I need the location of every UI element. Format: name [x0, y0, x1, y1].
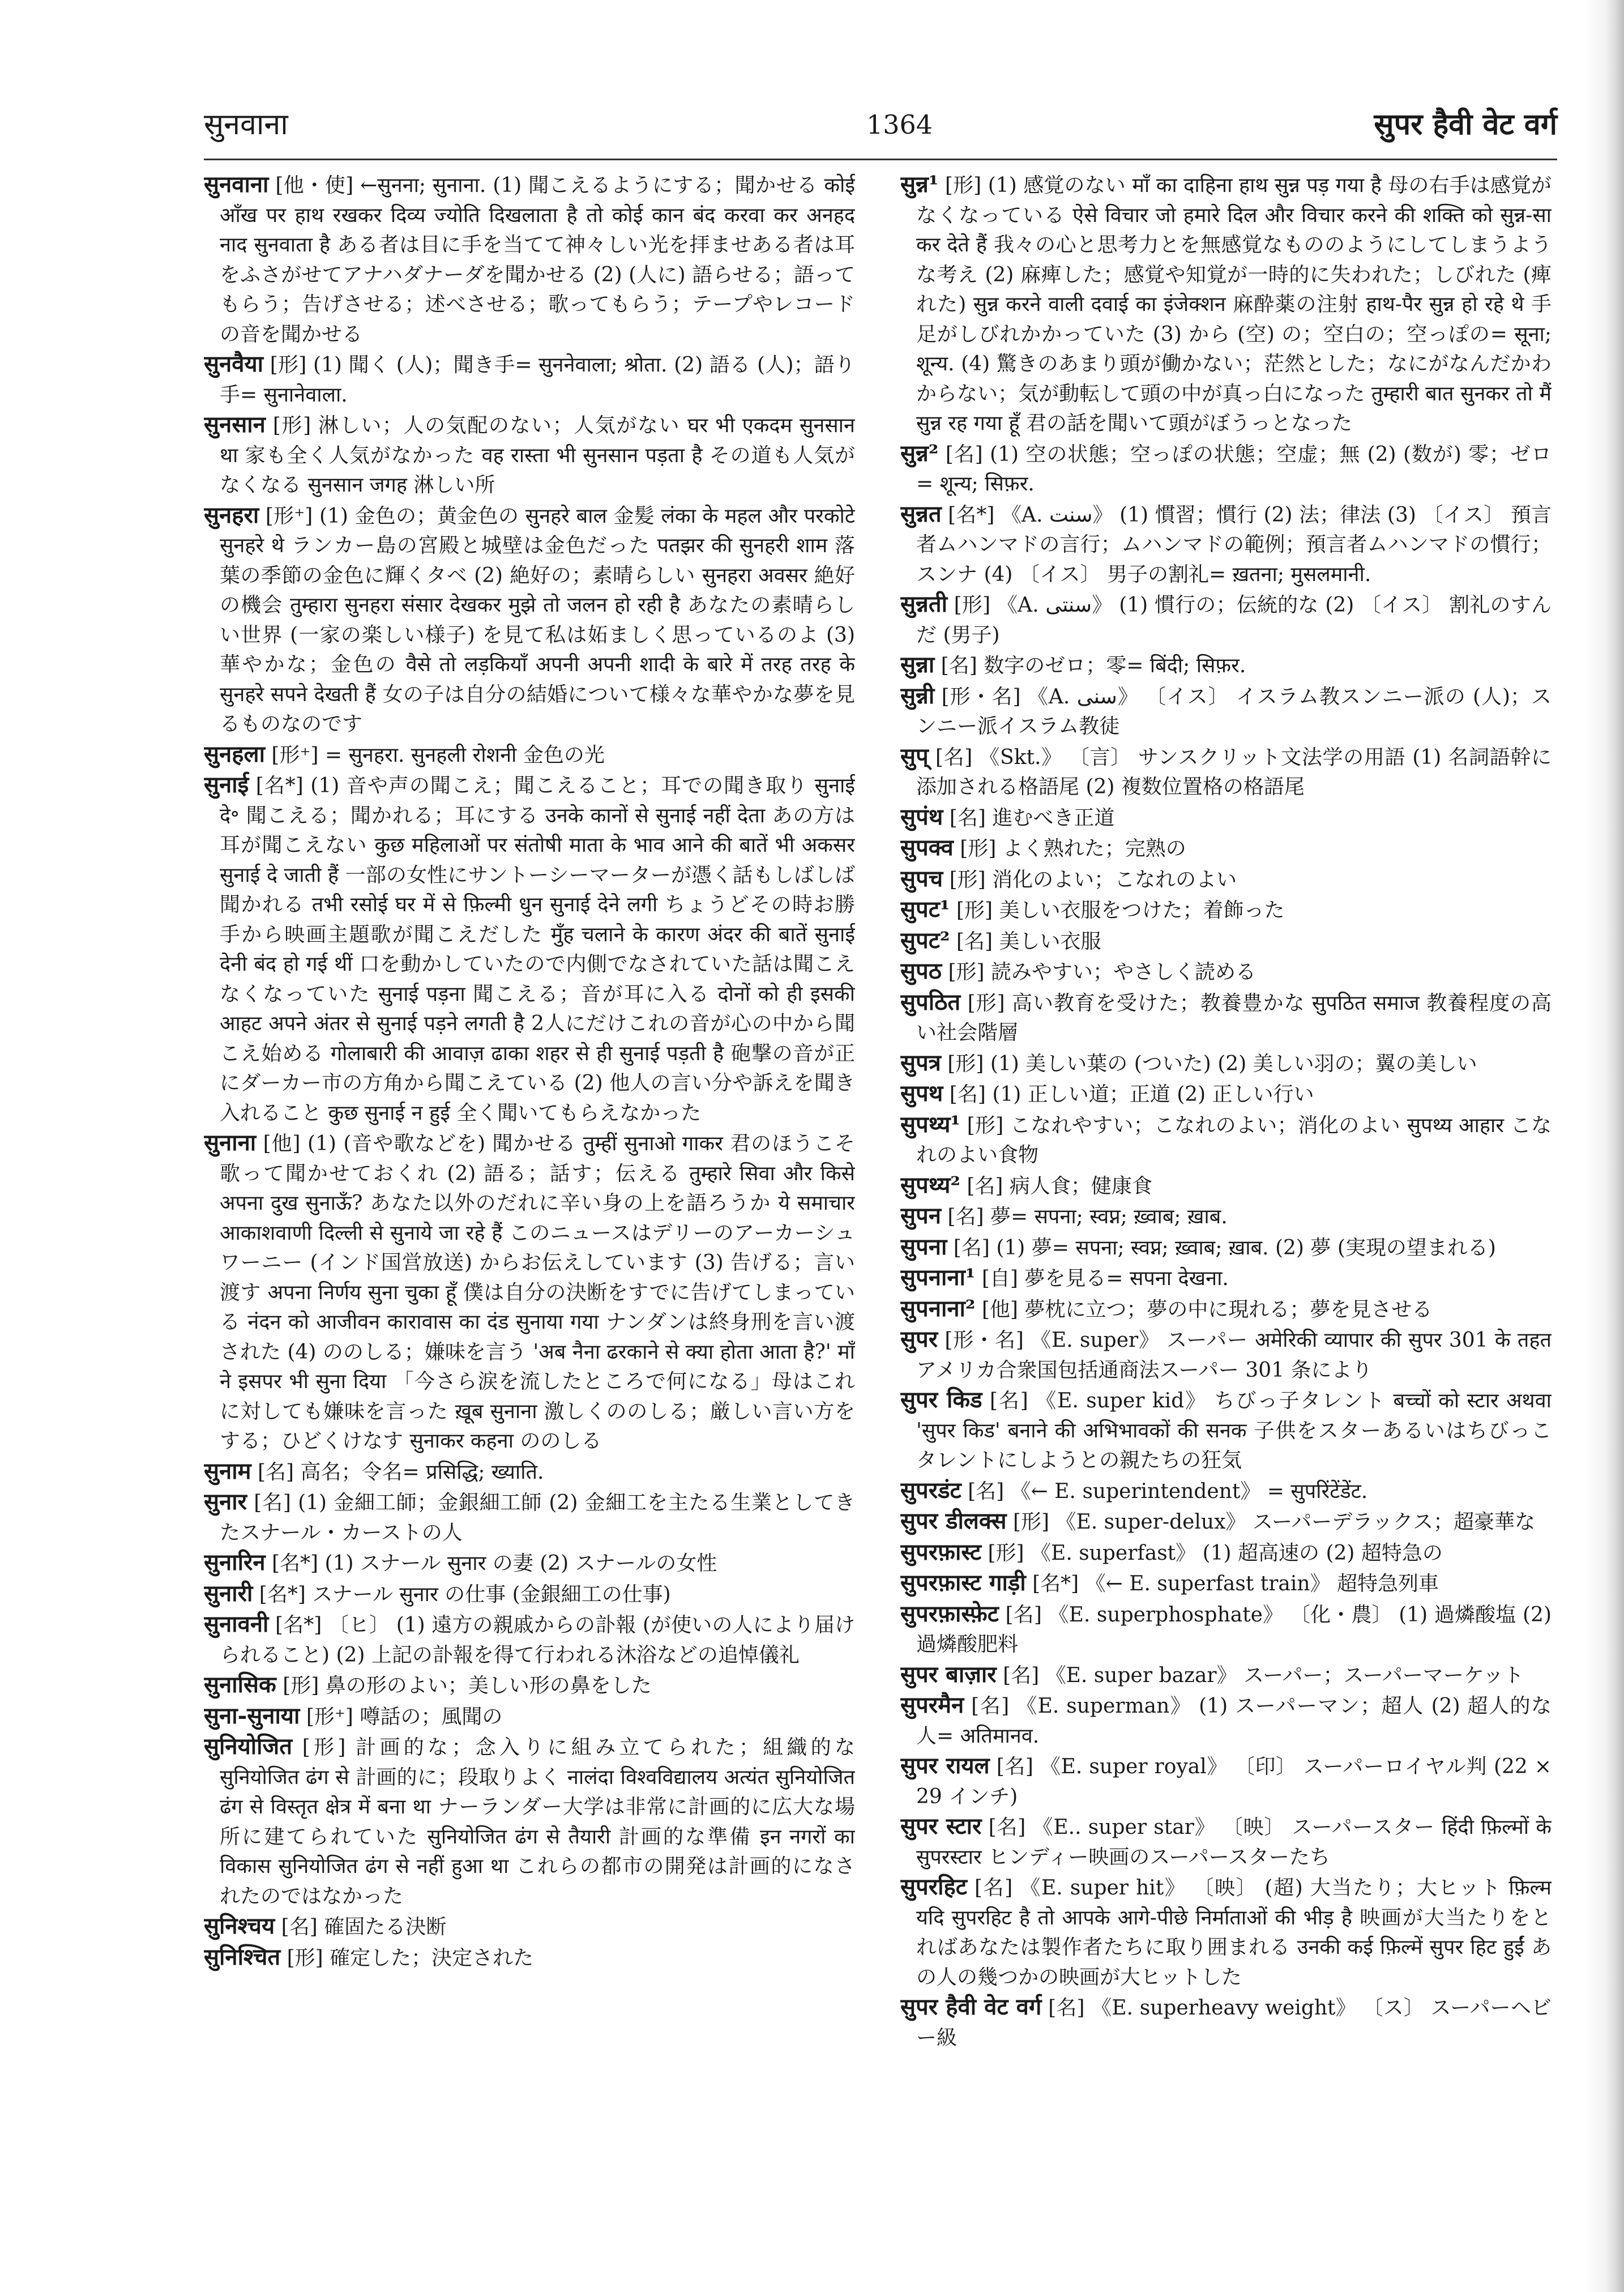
entry-headword: सुनाना [204, 1129, 257, 1156]
entry-definition: [形] 《E. super-delux》 スーパーデラックス；超豪華な [1012, 1510, 1536, 1534]
dictionary-entry [900, 957, 1552, 988]
entry-definition: [名] 確固たる決断 [281, 1915, 447, 1939]
entry-headword: सुपट² [900, 927, 950, 954]
entry-definition: [名] 高名；令名= प्रसिद्धि; ख्याति. [257, 1460, 544, 1484]
entry-definition: [名] (1) 空の状態；空っぽの状態；空虚；無 (2) (数が) 零；ゼロ= शून्य; सिफ़र. [916, 442, 1552, 496]
entry-definition: [形] (1) 聞く (人)；聞き手= सुननेवाला; श्रोता. (2) 語る (人)；語り手= सुनानेवाला. [220, 353, 855, 407]
entry-headword: सुन्नी [900, 682, 935, 709]
dictionary-entry [900, 1325, 1552, 1385]
dictionary-entry [900, 1201, 1552, 1232]
dictionary-entry [900, 681, 1552, 742]
dictionary-entry [204, 1128, 855, 1457]
entry-definition: [名*] 〔ヒ〕 (1) 遠方の親戚からの訃報 (が使いの人により届けられること) (2) 上記の訃報を得て行われる沐浴などの追悼儀礼 [220, 1614, 855, 1667]
dictionary-entry [900, 1294, 1552, 1325]
entry-definition: [他] (1) (音や歌などを) 聞かせる तुम्हीं सुनाओ गाकर 君のほうこそ歌って聞かせておくれ (2) 語る；話す；伝える तुम्हारे सिवा और किसे अपना दुख सुनाऊँ? あなた以外のだれに辛い身の上を語ろうか ये समाचार आकाशवाणी दिल्ली से सुनाये जा रहे हैं このニュースはデリーのアーカーシュワーニー (インド国営放送) からお伝えしています (3) 告げる；言い渡す अपना निर्णय सुना चुका हूँ 僕は自分の決断をすでに告げてしまっている नंदन को आजीवन कारावास का दंड सुनाया गया ナンダンは終身刑を言い渡された (4) ののしる；嫌味を言う 'अब नैना ढरकाने से क्या होता आता है?' माँ ने इसपर भी सुना दिया 「今さら涙を流したところで何になる」母はこれに対しても嫌味を言った ख़ूब सुनाना 激しくののしる；厳しい言い方をする；ひどくけなす सुनाकर कहना ののしる [220, 1132, 855, 1453]
entry-definition: [形] 美しい衣服をつけた；着飾った [956, 899, 1285, 922]
dictionary-entry [204, 410, 855, 501]
entry-definition: [形] 《A. سنتی》 (1) 慣行の；伝統的な (2) 〔イス〕 割礼のすんだ (男子) [916, 594, 1552, 647]
dictionary-entry [900, 895, 1552, 926]
entry-definition: [名] 夢= सपना; स्वप्न; ख़्वाब; ख़ाब. [947, 1205, 1228, 1228]
entry-headword: सुपर रायल [900, 1752, 990, 1779]
dictionary-entry [204, 1579, 855, 1610]
entry-definition: [名*] 《← E. superfast train》 超特急列車 [1032, 1572, 1439, 1595]
entry-headword: सुपट¹ [900, 896, 950, 923]
entry-definition: [形] 計画的な；念入りに組み立てられた；組織的な सुनियोजित ढंग से 計画的に；段取りよく नालंदा विश्वविद्यालय अत्यंत सुनियोजित ढंग से विस्तृत क्षेत्र में बना था ナーランダー大学は非常に計画的に広大な場所に建てられていた सुनियोजित ढंग से तैयारी 計画的な準備 इन नगरों का विकास सुनियोजित ढंग से नहीं हुआ था これらの都市の開発は計画的になされたのではなかった [220, 1736, 855, 1908]
entry-headword: सुपथ [900, 1080, 943, 1107]
dictionary-entry [900, 1171, 1552, 1202]
entry-definition: [名] 《E. super bazar》 スーパー；スーパーマーケット [1003, 1663, 1524, 1687]
entry-headword: सुपथ्य¹ [900, 1111, 960, 1138]
entry-headword: सुपन [900, 1202, 941, 1229]
entry-headword: सुनहला [204, 740, 265, 767]
entry-headword: सुपनाना¹ [900, 1264, 976, 1291]
entry-headword: सुपर किड [900, 1386, 982, 1413]
dictionary-entry [900, 1992, 1552, 2053]
entry-definition: [形] 高い教育を受けた；教養豊かな सुपठित समाज 教養程度の高い社会階層 [916, 991, 1552, 1044]
entry-headword: सुन्नती [900, 591, 947, 617]
entry-headword: सुन्न² [900, 439, 939, 467]
entry-headword: सुपठ [900, 958, 942, 984]
dictionary-entry [204, 1943, 855, 1974]
page-number: 1364 [866, 109, 933, 140]
entry-definition: [名*] 《A. سنت》 (1) 慣習；慣行 (2) 法；律法 (3) 〔イス〕 預言者ムハンマドの言行；ムハンマドの範例；預言者ムハンマドの慣行；スンナ (4) 〔イス〕 男子の割礼= ख़तना; मुसलमानी. [916, 503, 1552, 586]
dictionary-entry [204, 770, 855, 1128]
entry-definition: [形] 確定した；決定された [287, 1946, 534, 1970]
dictionary-entry [204, 501, 855, 740]
entry-headword: सुपरफ़ास्फ़ेट [900, 1600, 999, 1627]
dictionary-entry [900, 1812, 1552, 1872]
dictionary-entry [204, 740, 855, 771]
entry-headword: सुपरमैन [900, 1692, 964, 1718]
entry-headword: सुपर बाज़ार [900, 1661, 997, 1688]
entry-headword: सुपरहिट [900, 1873, 967, 1900]
dictionary-entry [900, 1110, 1552, 1171]
dictionary-entry [900, 1660, 1552, 1691]
entry-headword: सुप् [900, 742, 929, 770]
dictionary-entry [204, 1670, 855, 1701]
entry-definition: [形] (1) 美しい葉の (ついた) (2) 美しい羽の；翼の美しい [947, 1052, 1477, 1075]
entry-definition: [形⁺] (1) 金色の；黄金色の सुनहरे बाल 金髪 लंका के महल और परकोटे सुनहरे थे ランカー島の宮殿と城壁は金色だった पतझर की सुनहरी शाम 落葉の季節の金色に輝くタベ (2) 絶好の；素晴らしい सुनहरा अवसर 絶好の機会 तुम्हारा सुनहरा संसार देखकर मुझे तो जलन हो रही है あなたの素晴らしい世界 (一家の楽しい様子) を見て私は妬ましく思っているのよ (3) 華やかな；金色の वैसे तो लड़कियाँ अपनी अपनी शादी के बारे में तरह तरह के सुनहरे सपने देखती हैं 女の子は自分の結婚について様々な華やかな夢を見るものなのです [220, 504, 855, 736]
entry-headword: सुनारिन [204, 1549, 266, 1576]
dictionary-entry [900, 742, 1552, 803]
entry-definition: [名] 《E. superman》 (1) スーパーマン；超人 (2) 超人的な人= अतिमानव. [916, 1695, 1552, 1748]
dictionary-entry [204, 1548, 855, 1579]
dictionary-entry [900, 170, 1552, 439]
entry-definition: [形] 鼻の形のよい；美しい形の鼻をした [283, 1674, 652, 1697]
entry-headword: सुन्नत [900, 500, 942, 527]
entry-definition: [形] 淋しい；人の気配のない；人気がない घर भी एकदम सुनसान था 家も全く人気がなかった वह रास्ता भी सुनसान पड़ता है その道も人気がなくなる सुनसान जगह 淋しい所 [220, 414, 855, 497]
header-last-entry: सुपर हैवी वेट वर्ग [1374, 107, 1557, 142]
entry-definition: [他・使] ←सुनना; सुनाना. (1) 聞こえるようにする；聞かせる कोई आँख पर हाथ रखकर दिव्य ज्योति दिखलाता है तो कोई कान बंद करवा कर अनहद नाद सुनवाता है ある者は目に手を当てて神々しい光を拝ませある者は耳をふさがせてアナハダナーダを聞かせる (2) (人に) 語らせる；語ってもらう；告げさせる；述べさせる；歌ってもらう；テープやレコードの音を聞かせる [220, 174, 855, 346]
header-rule [204, 159, 1557, 160]
entry-headword: सुनिश्चित [204, 1943, 281, 1970]
entry-definition: [名] 進むべき正道 [949, 806, 1115, 830]
dictionary-entry [900, 1079, 1552, 1110]
page-header [204, 102, 1557, 164]
dictionary-entry [900, 1048, 1552, 1079]
entry-headword: सुनवैया [204, 351, 264, 377]
entry-headword: सुपर डीलक्स [900, 1508, 1007, 1534]
entry-headword: सुपरडंट [900, 1476, 961, 1504]
entry-headword: सुपत्र [900, 1049, 941, 1076]
dictionary-entry [204, 1487, 855, 1548]
entry-headword: सुना-सुनाया [204, 1702, 300, 1729]
entry-headword: सुपरफ़ास्ट गाड़ी [900, 1569, 1026, 1596]
entry-definition: [名] 病人食；健康食 [967, 1174, 1152, 1198]
entry-definition: [形・名] 《A. سنی》 〔イス〕 イスラム教スンニー派の (人)；スンニー派イスラム教徒 [916, 685, 1552, 738]
dictionary-entry [900, 1232, 1552, 1264]
entry-headword: सुनार [204, 1488, 247, 1515]
entry-definition: [形] 《E. superfast》 (1) 超高速の (2) 超特急の [988, 1541, 1443, 1565]
entry-definition: [形・名] 《E. super》 スーパー अमेरिकी व्यापार की सुपर 301 के तहत アメリカ合衆国包括通商法スーパー 301 条により [916, 1329, 1552, 1382]
entry-definition: [名] 《E. super royal》 〔印〕 スーパーロイヤル判 (22 × 29 インチ) [916, 1755, 1552, 1808]
entry-definition: [自] 夢を見る= सपना देखना. [981, 1267, 1229, 1290]
entry-headword: सुनियोजित [204, 1733, 292, 1760]
entry-headword: सुनवाना [204, 171, 269, 198]
entry-definition: [形] (1) 感覚のない माँ का दाहिना हाथ सुन्न पड़ गया है 母の右手は感覚がなくなっている ऐसे विचार जो हमारे दिल और विचार करने की शक्ति को सुन्न-सा कर देते हैं 我々の心と思考力とを無感覚なもののようにしてしまうような考え (2) 麻痺した；感覚や知覚が一時的に失われた；しびれた (痺れた) सुन्न करने वाली दवाई का इंजेक्शन 麻酔薬の注射 हाथ-पैर सुन्न हो रहे थे 手足がしびれかかっていた (3) から (空) の；空白の；空っぽの= सूना; शून्य. (4) 驚きのあまり頭が働かない；茫然とした；なにがなんだかわからない；気が動転して頭の中が真っ白になった तुम्हारी बात सुनकर तो मैं सुन्न रह गया हूँ 君の話を聞いて頭がぼうっとなった [916, 174, 1552, 435]
entry-definition: [名] 数字のゼロ；零= बिंदी; सिफ़र. [941, 654, 1246, 677]
entry-headword: सुपनाना² [900, 1295, 976, 1322]
dictionary-entry [900, 1599, 1552, 1660]
entry-headword: सुपर हैवी वेट वर्ग [900, 1994, 1042, 2020]
dictionary-entry [204, 1701, 855, 1732]
scan-edge-shadow [1584, 0, 1624, 2292]
entry-definition: [名] 《← E. superintendent》 = सुपरिंटेंडेंट. [968, 1479, 1368, 1503]
entry-headword: सुन्न¹ [900, 171, 939, 198]
dictionary-entry [900, 1751, 1552, 1812]
entry-headword: सुनिश्चय [204, 1913, 275, 1939]
dictionary-entry [900, 650, 1552, 681]
dictionary-entry [900, 500, 1552, 590]
entry-headword: सुनहरा [204, 501, 259, 528]
dictionary-entry [204, 349, 855, 410]
entry-definition: [形] こなれやすい；こなれのよい；消化のよい सुपथ्य आहार こなれのよい食物 [916, 1113, 1552, 1167]
entry-headword: सुपच [900, 865, 943, 892]
entry-headword: सुनाम [204, 1457, 251, 1484]
entry-headword: सुपर स्टार [900, 1813, 982, 1839]
entry-definition: [名*] (1) スナール सुनार の妻 (2) スナールの女性 [271, 1552, 717, 1575]
entry-definition: [名] 《Skt.》 〔言〕 サンスクリット文法学の用語 (1) 名詞語幹に添加される格語尾 (2) 複数位置格の格語尾 [916, 745, 1552, 799]
entry-definition: [他] 夢枕に立つ；夢の中に現れる；夢を見させる [981, 1297, 1433, 1321]
entry-headword: सुनसान [204, 411, 266, 438]
entry-definition: [名] 美しい衣服 [956, 929, 1101, 953]
entry-headword: सुन्ना [900, 651, 935, 678]
entry-definition: [形] 読みやすい；やさしく読める [948, 961, 1256, 984]
dictionary-entry [204, 1610, 855, 1670]
dictionary-entry [900, 803, 1552, 834]
entry-definition: [名] (1) 正しい道；正道 (2) 正しい行い [949, 1083, 1314, 1106]
dictionary-entry [900, 1568, 1552, 1599]
entry-headword: सुपरफ़ास्ट [900, 1538, 982, 1565]
dictionary-entry [900, 1872, 1552, 1992]
dictionary-entry [900, 439, 1552, 500]
dictionary-entry [204, 1457, 855, 1488]
dictionary-entry [900, 1263, 1552, 1294]
entry-definition: [形⁺] 噂話の；風聞の [306, 1705, 503, 1728]
entry-definition: [名*] スナール सुनार の仕事 (金銀細工の仕事) [259, 1582, 671, 1606]
dictionary-entry [204, 1911, 855, 1943]
dictionary-entry [204, 1732, 855, 1911]
entry-definition: [形] よく熟れた；完熟の [960, 837, 1186, 860]
entry-headword: सुनाई [204, 771, 249, 798]
entry-definition: [名] (1) 金細工師；金銀細工師 (2) 金細工を主たる生業としてきたスナール・カーストの人 [220, 1491, 855, 1544]
entry-definition: [名*] (1) 音や声の聞こえ；聞こえること；耳での聞き取り सुनाई दे॰ 聞こえる；聞かれる；耳にする उनके कानों से सुनाई नहीं देता あの方は耳が聞こえない कुछ महिलाओं पर संतोषी माता के भाव आने की बातें भी अकसर सुनाई दे जाती हैं 一部の女性にサントーシーマーターが憑く話もしばしば聞かれる तभी रसोई घर में से फ़िल्मी धुन सुनाई देने लगी ちょうどその時お勝手から映画主題歌が聞こえだした मुँह चलाने के कारण अंदर की बातें सुनाई देनी बंद हो गई थीं 口を動かしていたので内側でなされていた話は聞こえなくなっていた सुनाई पड़ना 聞こえる；音が耳に入る दोनों को ही इसकी आहट अपने अंतर से सुनाई पड़ने लगती है 2人にだけこれの音が心の中から聞こえ始める गोलाबारी की आवाज़ ढाका शहर से ही सुनाई पड़ती है 砲撃の音が正にダーカー市の方角から聞こえている (2) 他人の言い分や訴えを聞き入れること कुछ सुनाई न हुई 全く聞いてもらえなかった [220, 774, 855, 1125]
right-column [900, 170, 1552, 2254]
entry-headword: सुपर [900, 1326, 938, 1352]
entry-headword: सुनासिक [204, 1671, 276, 1698]
dictionary-entry [900, 1476, 1552, 1507]
entry-headword: सुनावनी [204, 1611, 269, 1637]
dictionary-entry [900, 1385, 1552, 1476]
left-column [204, 170, 855, 2254]
dictionary-entry [900, 864, 1552, 895]
dictionary-entry [900, 988, 1552, 1048]
entry-definition: [形] 消化のよい；こなれのよい [949, 868, 1237, 891]
entry-definition: [名] (1) 夢= सपना; स्वप्न; ख़्वाब; ख़ाब. (2) 夢 (実現の望まれる) [953, 1236, 1496, 1260]
entry-definition: [名] 《E. superphosphate》 〔化・農〕 (1) 過燐酸塩 (2) 過燐酸肥料 [916, 1603, 1552, 1656]
dictionary-entry [204, 170, 855, 349]
dictionary-entry [900, 590, 1552, 650]
entry-headword: सुपठित [900, 988, 961, 1015]
entry-headword: सुपंथ [900, 803, 943, 830]
entry-headword: सुपथ्य² [900, 1171, 960, 1198]
dictionary-entry [900, 1691, 1552, 1751]
entry-headword: सुपना [900, 1233, 947, 1260]
dictionary-entry [900, 926, 1552, 957]
dictionary-entry [900, 1538, 1552, 1569]
entry-definition: [名] 《E. super kid》 ちびっ子タレント बच्चों को स्टार अथवा 'सुपर किड' बनाने की अभिभावकों की सनक 子供をスターあるいはちびっこタレントにしようとの親たちの狂気 [916, 1389, 1552, 1472]
entry-definition: [名] 《E. super hit》 〔映〕 (超) 大当たり；大ヒット फ़िल्म यदि सुपरहिट है तो आपके आगे-पीछे निर्माताओं की भीड़ है 映画が大当たりをとればあなたは製作者たちに取り囲まれる उनकी कई फ़िल्में सुपर हिट हुईं あの人の幾つかの映画が大ヒットした [916, 1876, 1552, 1989]
entry-definition: [名] 《E.. super star》 〔映〕 スーパースター हिंदी फ़िल्मों के सुपरस्टार ヒンディー映画のスーパースターたち [916, 1816, 1552, 1869]
entry-headword: सुपक्व [900, 834, 954, 861]
dictionary-entry [900, 833, 1552, 864]
header-first-entry: सुनवाना [204, 108, 288, 142]
entry-definition: [名] 《E. superheavy weight》 〔ス〕 スーパーヘビー級 [916, 1996, 1552, 2050]
entry-definition: [形⁺] = सुनहरा. सुनहली रोशनी 金色の光 [271, 743, 605, 767]
dictionary-entry [900, 1506, 1552, 1538]
entry-headword: सुनारी [204, 1580, 253, 1607]
